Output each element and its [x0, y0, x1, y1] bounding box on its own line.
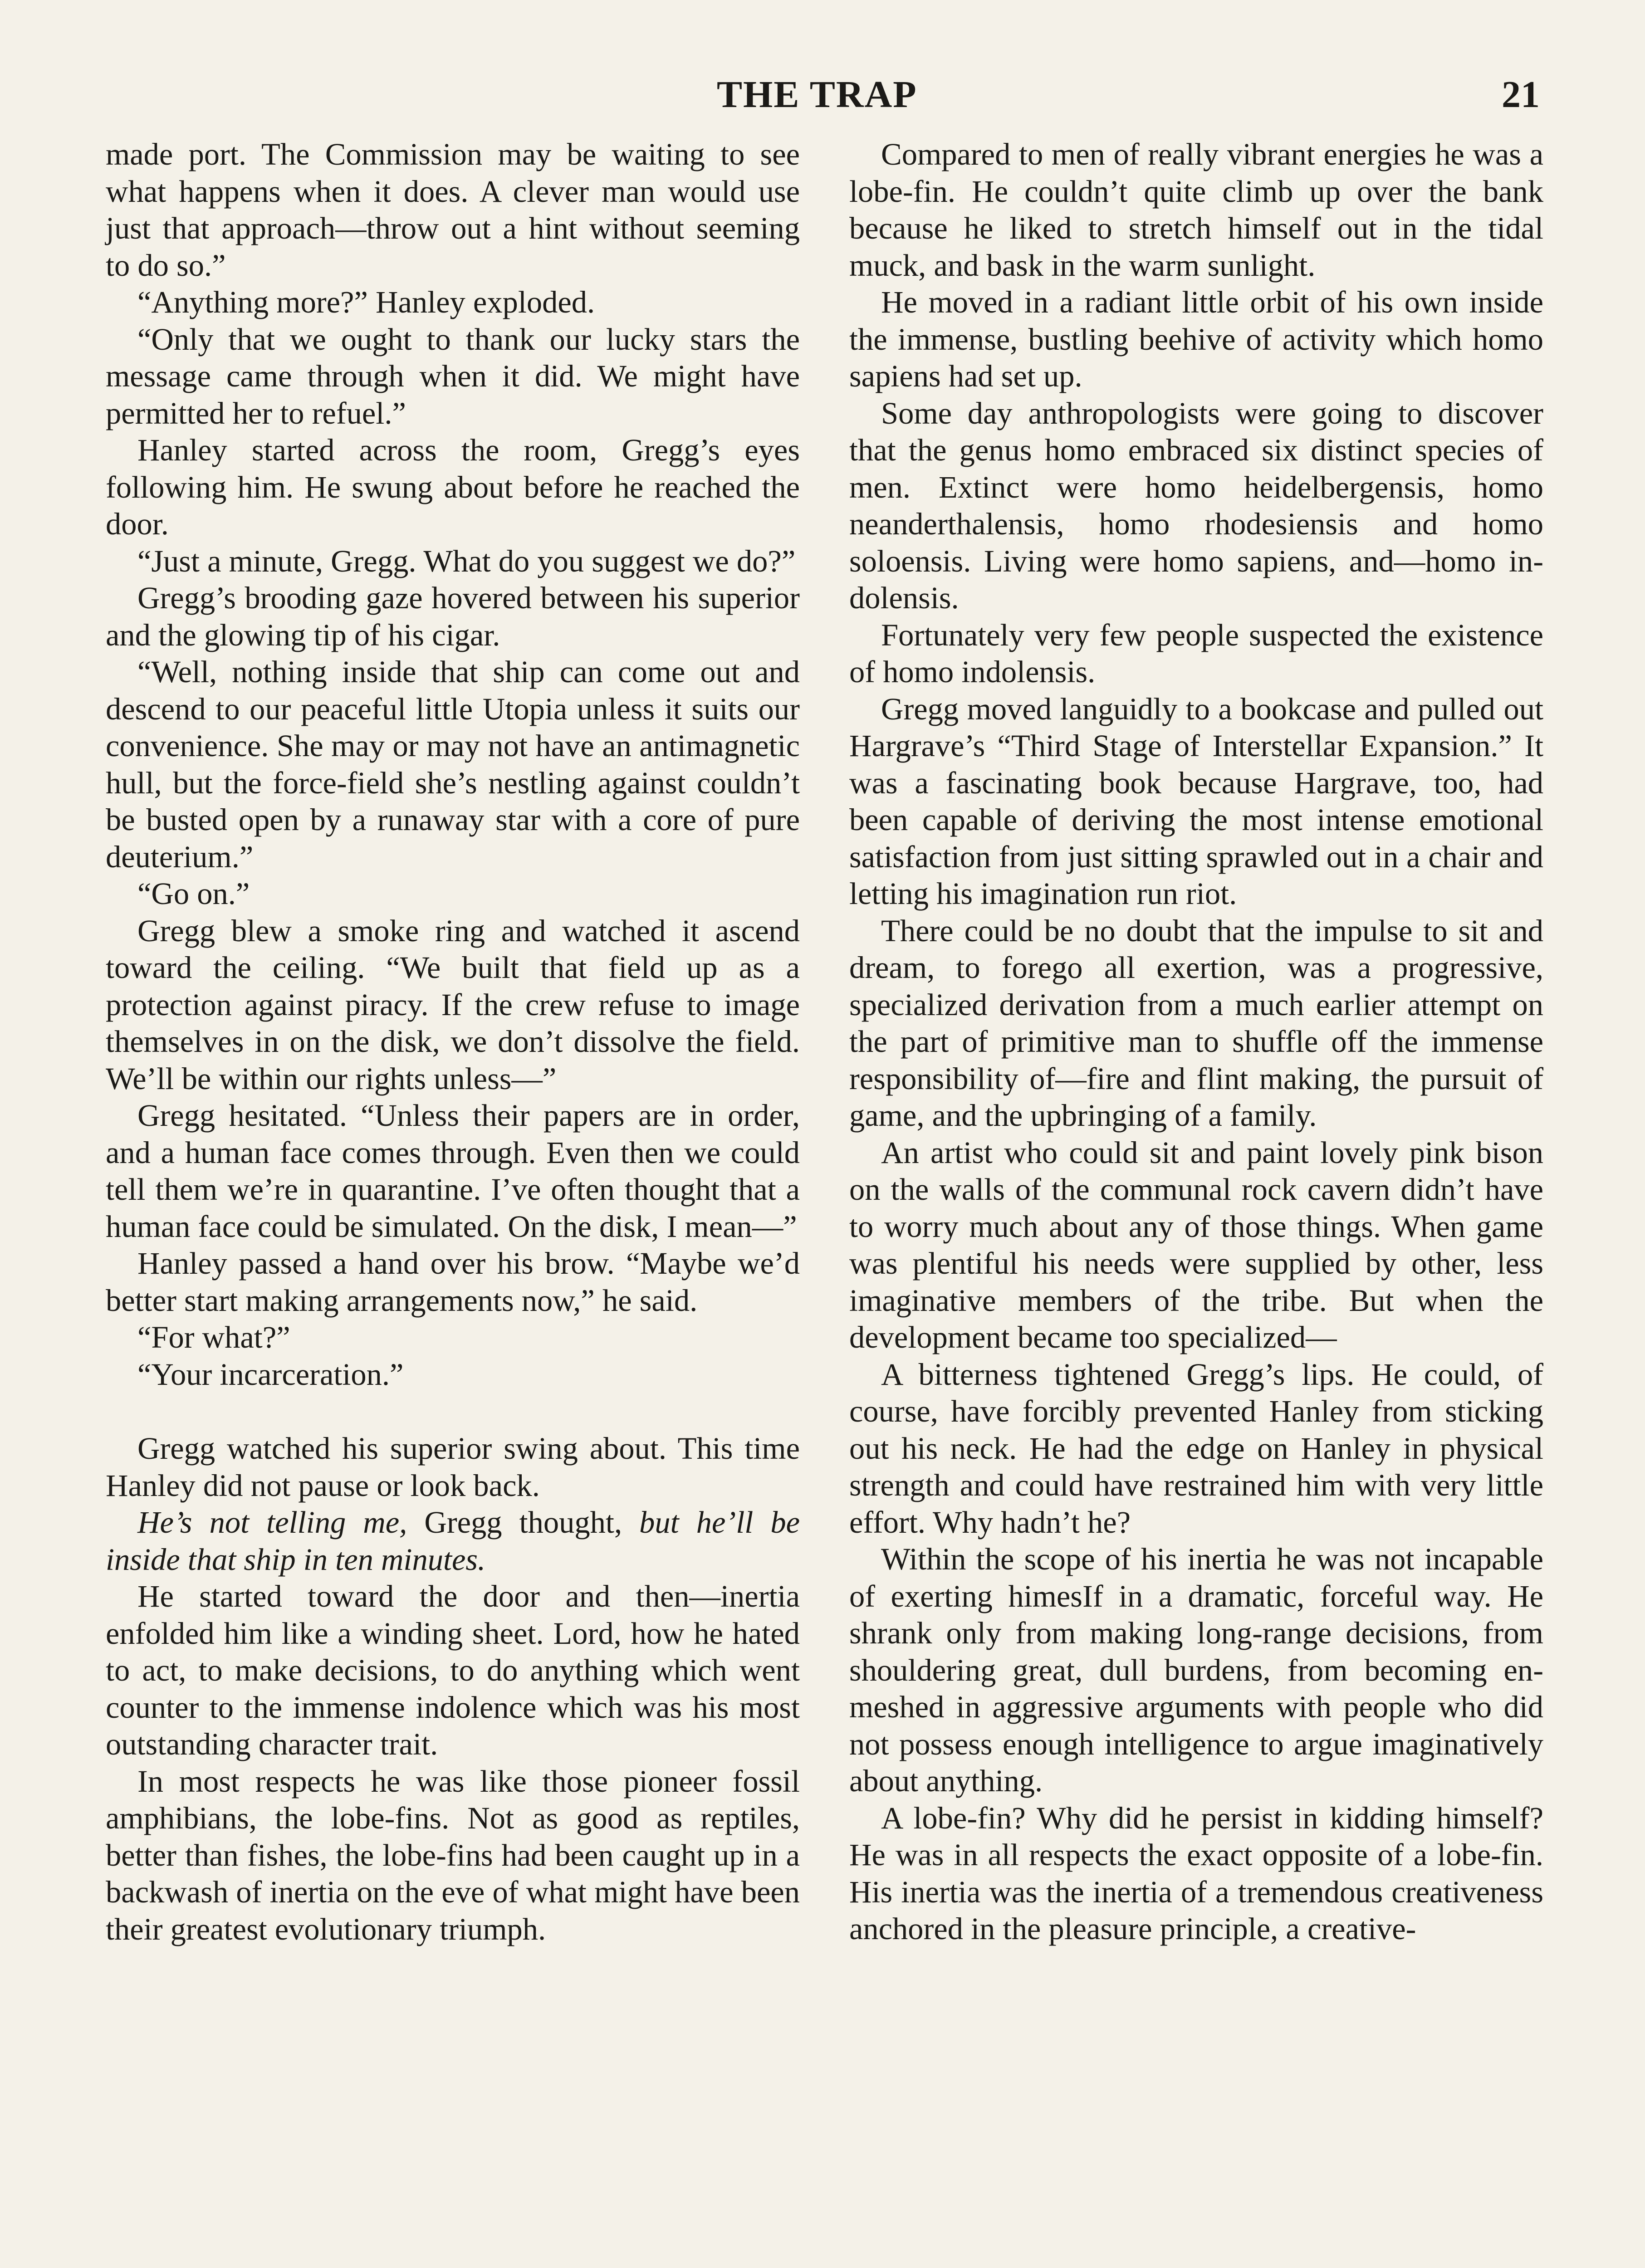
thought-attribution: Gregg thought, [407, 1505, 640, 1540]
paragraph: Gregg moved languidly to a bookcase and pulled out Hargrave’s “Third Stage of Interstellar Expansion.” It was a fascinating book because Hargrave, too, had been capable of deriving the most intense emotional satisfaction from just sitting sprawled out in a chair and letting his imagination run riot. [849, 691, 1543, 911]
running-title: THE TRAP [717, 73, 917, 116]
paragraph: Gregg blew a smoke ring and watched it ascend toward the ceiling. “We built that field up as a protection against piracy. If the crew refuse to image themselves in on the disk, we don’t dissolve the field. We’ll be within our rights unless—” [106, 913, 800, 1096]
paragraph: “Well, nothing inside that ship can come out and descend to our peaceful little Utopia unless it suits our convenience. She may or may not have an antimagnetic hull, but the force-field she’s nestling against couldn’t be busted open by a runaway star with a core of pure deuterium.” [106, 655, 800, 874]
paragraph: Gregg’s brooding gaze hovered between his superior and the glowing tip of his cigar. [106, 581, 800, 652]
italic-thought: but he’ll be inside that ship in ten minutes. [106, 1505, 800, 1577]
paragraph: Gregg hesitated. “Unless their papers are in order, and a human face comes through. Even then we could tell them we’re in quarantine. I’ve often thought that a human face could be simulated. On the disk, I mean—” [106, 1098, 800, 1244]
paragraph: There could be no doubt that the impulse to sit and dream, to forego all exertion, was a progressive, specialized derivation from a much earlier attempt on the part of primitive man to shuffle off the immense responsibility of—fire and flint making, the pursuit of game, and the upbringing of a family. [849, 913, 1543, 1133]
paragraph: “Only that we ought to thank our lucky stars the message came through when it did. We might have permitted her to refuel.” [106, 322, 800, 430]
paragraph: A lobe-fin? Why did he persist in kidding himself? He was in all respects the exact opposite of a lobe-fin. His inertia was the inertia of a tremendous creativeness anchored in the pleasure principle, a creative- [849, 1800, 1543, 1946]
italic-thought: He’s not telling me, [137, 1505, 407, 1540]
left-text-column [106, 136, 800, 1948]
paragraph: A bitterness tightened Gregg’s lips. He could, of course, have forcibly prevented Hanley from sticking out his neck. He had the edge on Hanley in physical strength and could have restrained him with very little effort. Why hadn’t he? [849, 1357, 1543, 1540]
paragraph: “For what?” [137, 1320, 290, 1354]
paragraph: Gregg watched his superior swing about. This time Hanley did not pause or look back. [106, 1431, 800, 1503]
thought-paragraph [106, 1504, 800, 1578]
paragraph: He started toward the door and then—inertia enfolded him like a winding sheet. Lord, how he hated to act, to make decisions, to do anything which went counter to the immense indolence which was his most outstanding character trait. [106, 1579, 800, 1761]
paragraph: An artist who could sit and paint lovely pink bison on the walls of the communal rock cavern didn’t have to worry much about any of those things. When game was plentiful his needs were supplied by other, less imaginative members of the tribe. But when the development became too specialized— [849, 1135, 1543, 1354]
paragraph: “Your incarceration.” [137, 1357, 404, 1392]
paragraph: Within the scope of his inertia he was not incapable of exerting himesIf in a dramatic, forceful way. He shrank only from making long-range decisions, from shouldering great, dull burdens, from becoming enmeshed in aggressive arguments with people who did not possess enough intelligence to argue imaginatively about anything. [849, 1542, 1543, 1798]
paragraph: Some day anthropologists were going to discover that the genus homo embraced six distinct species of men. Extinct were homo heidelbergensis, homo neanderthalensis, homo rhodesiensis and homo soloensis. Living were homo sapiens, and—homo indolensis. [849, 396, 1543, 615]
paragraph: made port. The Commission may be waiting to see what happens when it does. A clever man would use just that approach—throw out a hint without seeming to do so.” [106, 137, 800, 283]
right-text-column [849, 136, 1543, 1948]
page-number: 21 [1502, 73, 1540, 116]
paragraph: He moved in a radiant little orbit of his own inside the immense, bustling beehive of activity which homo sapiens had set up. [849, 285, 1543, 393]
paragraph: “Anything more?” Hanley exploded. [137, 285, 595, 319]
paragraph: Compared to men of really vibrant energies he was a lobe-fin. He couldn’t quite climb up over the bank because he liked to stretch himself out in the tidal muck, and bask in the warm sunlight. [849, 137, 1543, 283]
paragraph: “Just a minute, Gregg. What do you suggest we do?” [137, 543, 796, 578]
paragraph: Fortunately very few people suspected the existence of homo indolensis. [849, 617, 1543, 689]
paragraph: In most respects he was like those pioneer fossil amphibians, the lobe-fins. Not as good as reptiles, better than fishes, the lobe-fins had been caught up in a backwash of inertia on the eve of what might have been their greatest evolutionary triumph. [106, 1764, 800, 1946]
paragraph: Hanley passed a hand over his brow. “Maybe we’d better start making arrangements now,” he said. [106, 1246, 800, 1318]
paragraph: “Go on.” [137, 876, 250, 911]
paragraph: Hanley started across the room, Gregg’s eyes following him. He swung about before he reached the door. [106, 433, 800, 541]
